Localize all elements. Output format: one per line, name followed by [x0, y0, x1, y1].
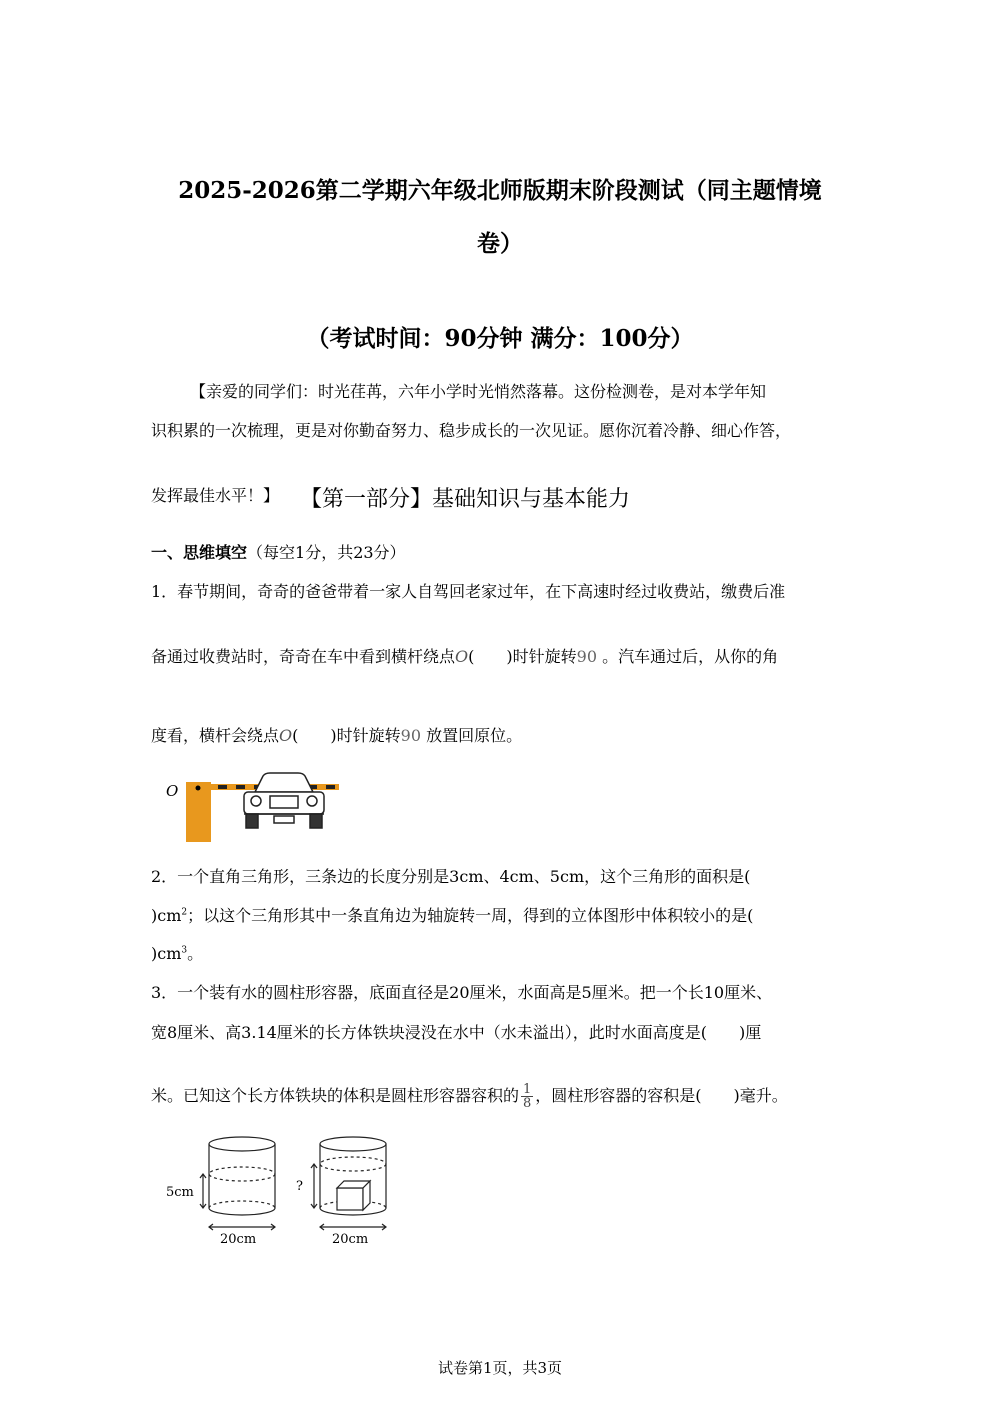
figure-point-label: O — [166, 782, 179, 800]
left-diameter-label: 20cm — [220, 1232, 257, 1247]
answer-blank: ( ) — [292, 726, 337, 745]
q2-text-c: )cm — [151, 944, 182, 963]
degree-90: 90 — [400, 726, 422, 745]
fraction-denominator: 8 — [523, 1096, 532, 1111]
left-height-label: 5cm — [166, 1185, 194, 1200]
q2-text-b: ；以这个三角形其中一条直角边为轴旋转一周，得到的立体图形中体积较小的是( — [187, 906, 754, 925]
car-icon — [244, 773, 324, 828]
section-title: 一、思维填空 — [151, 543, 248, 562]
intro-line-2: 识积累的一次梳理，更是对你勤奋努力、稳步成长的一次见证。愿你沉着冷静、细心作答， — [151, 421, 792, 440]
part-heading: 【第一部分】基础知识与基本能力 — [300, 487, 631, 512]
q1-line-2 — [151, 649, 778, 665]
point-o: O — [455, 647, 469, 666]
intro-line-3: 发挥最佳水平！】 — [151, 486, 280, 505]
q1-text-f: 放置回原位。 — [426, 726, 523, 745]
right-height-label: ? — [296, 1179, 303, 1194]
q2-text-a: )cm — [151, 906, 182, 925]
fraction-one-eighth — [521, 1083, 533, 1110]
q2-line-1: 2．一个直角三角形，三条边的长度分别是3cm、4cm、5cm，这个三角形的面积是( — [151, 867, 751, 886]
exam-info: （考试时间：90分钟 满分：100分） — [306, 325, 694, 352]
q3-text-b: ，圆柱形容器的容积是( )毫升。 — [535, 1086, 788, 1105]
gate-post — [186, 782, 211, 842]
cylinder-figure — [160, 1130, 400, 1250]
superscript-2: 2 — [181, 907, 188, 918]
q2-line-3 — [151, 946, 203, 962]
q1-text-b: 时针旋转 — [512, 647, 577, 666]
q1-text-e: 时针旋转 — [336, 726, 401, 745]
q1-text-d: 度看，横杆会绕点 — [151, 726, 280, 745]
intro-line-1: 【亲爱的同学们：时光荏苒，六年小学时光悄然落幕。这份检测卷，是对本学年知 — [190, 382, 767, 401]
page-title: 2025-2026第二学期六年级北师版期末阶段测试（同主题情境 — [178, 177, 822, 204]
section-heading — [151, 545, 406, 561]
page-footer: 试卷第1页，共3页 — [437, 1359, 563, 1377]
q3-text-a: 米。已知这个长方体铁块的体积是圆柱形容器容积的 — [151, 1086, 520, 1105]
degree-90: 90 — [576, 647, 598, 666]
answer-blank: ( ) — [468, 647, 513, 666]
cylinder-left — [200, 1137, 275, 1230]
superscript-3: 3 — [181, 945, 188, 956]
toll-gate-figure — [160, 770, 350, 845]
iron-block-icon — [337, 1181, 370, 1210]
q1-line-3 — [151, 728, 522, 744]
section-score-note: （每空1分，共23分） — [247, 543, 406, 562]
right-diameter-label: 20cm — [332, 1232, 369, 1247]
fraction-numerator: 1 — [523, 1082, 532, 1097]
q3-line-2: 宽8厘米、高3.14厘米的长方体铁块浸没在水中（水未溢出），此时水面高度是( )厘 — [151, 1023, 762, 1042]
q3-line-3 — [151, 1083, 788, 1110]
page-title-continued: 卷） — [477, 230, 523, 257]
q1-text-a: 备通过收费站时，奇奇在车中看到横杆绕点 — [151, 647, 456, 666]
q2-line-2 — [151, 908, 753, 924]
pivot-point — [196, 786, 201, 791]
q1-line-1: 1．春节期间，奇奇的爸爸带着一家人自驾回老家过年，在下高速时经过收费站，缴费后准 — [151, 582, 786, 601]
q3-line-1: 3．一个装有水的圆柱形容器，底面直径是20厘米，水面高是5厘米。把一个长10厘米、 — [151, 983, 773, 1002]
point-o: O — [279, 726, 293, 745]
q1-text-c: 。汽车通过后，从你的角 — [602, 647, 779, 666]
q2-text-d: 。 — [187, 944, 204, 963]
